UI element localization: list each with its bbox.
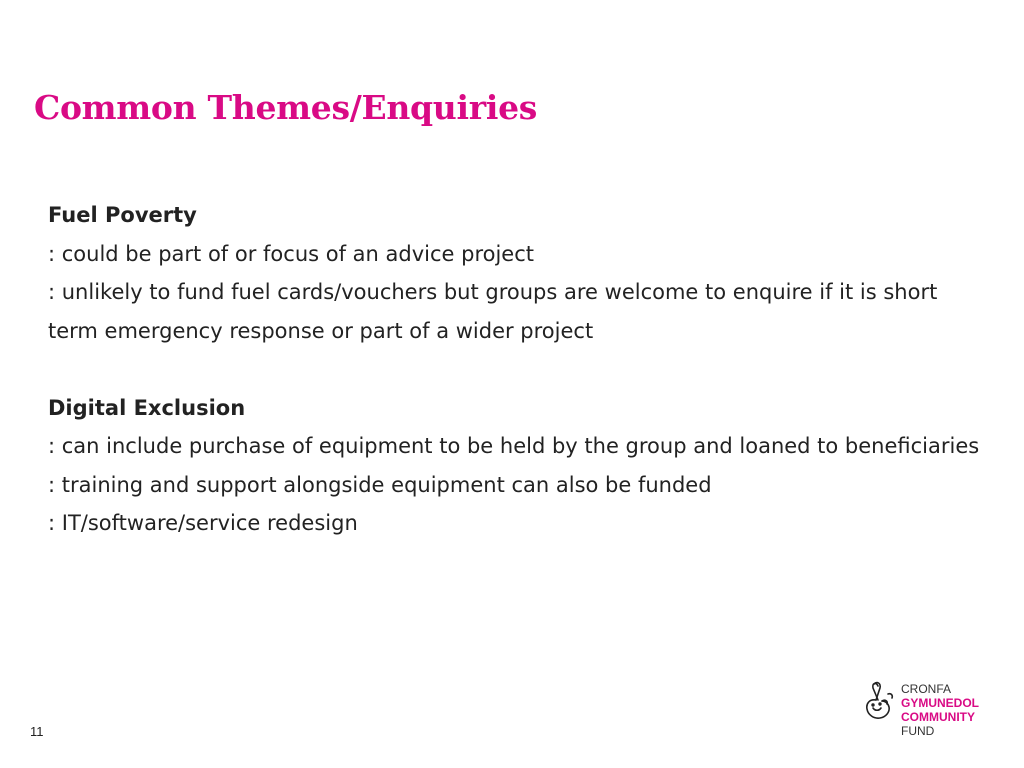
fuel-poverty-point-2: : unlikely to fund fuel cards/vouchers but groups are welcome to enquire if it is short term emergency response or part of a wider project: [48, 280, 938, 343]
slide-title: Common Themes/Enquiries: [34, 88, 538, 127]
crossed-fingers-icon: [864, 680, 900, 724]
digital-exclusion-point-2: : training and support alongside equipment can also be funded: [48, 472, 712, 497]
community-fund-logo: [864, 678, 1004, 750]
logo-line-gymunedol: GYMUNEDOL: [901, 696, 979, 710]
digital-exclusion-heading: Digital Exclusion: [48, 395, 246, 420]
digital-exclusion-point-1: : can include purchase of equipment to be held by the group and loaned to beneficiaries: [48, 434, 980, 458]
page-number: 11: [30, 724, 44, 739]
logo-line-cronfa: CRONFA: [901, 682, 952, 696]
logo-wordmark: [901, 682, 979, 738]
fuel-poverty-point-1: : could be part of or focus of an advice project: [48, 241, 535, 266]
section-spacer: [48, 350, 988, 389]
slide-content: [48, 196, 988, 543]
digital-exclusion-point-3: : IT/software/service redesign: [48, 511, 358, 535]
fuel-poverty-heading: Fuel Poverty: [48, 203, 197, 227]
logo-line-community: COMMUNITY: [901, 710, 975, 724]
logo-line-fund: FUND: [901, 724, 935, 738]
